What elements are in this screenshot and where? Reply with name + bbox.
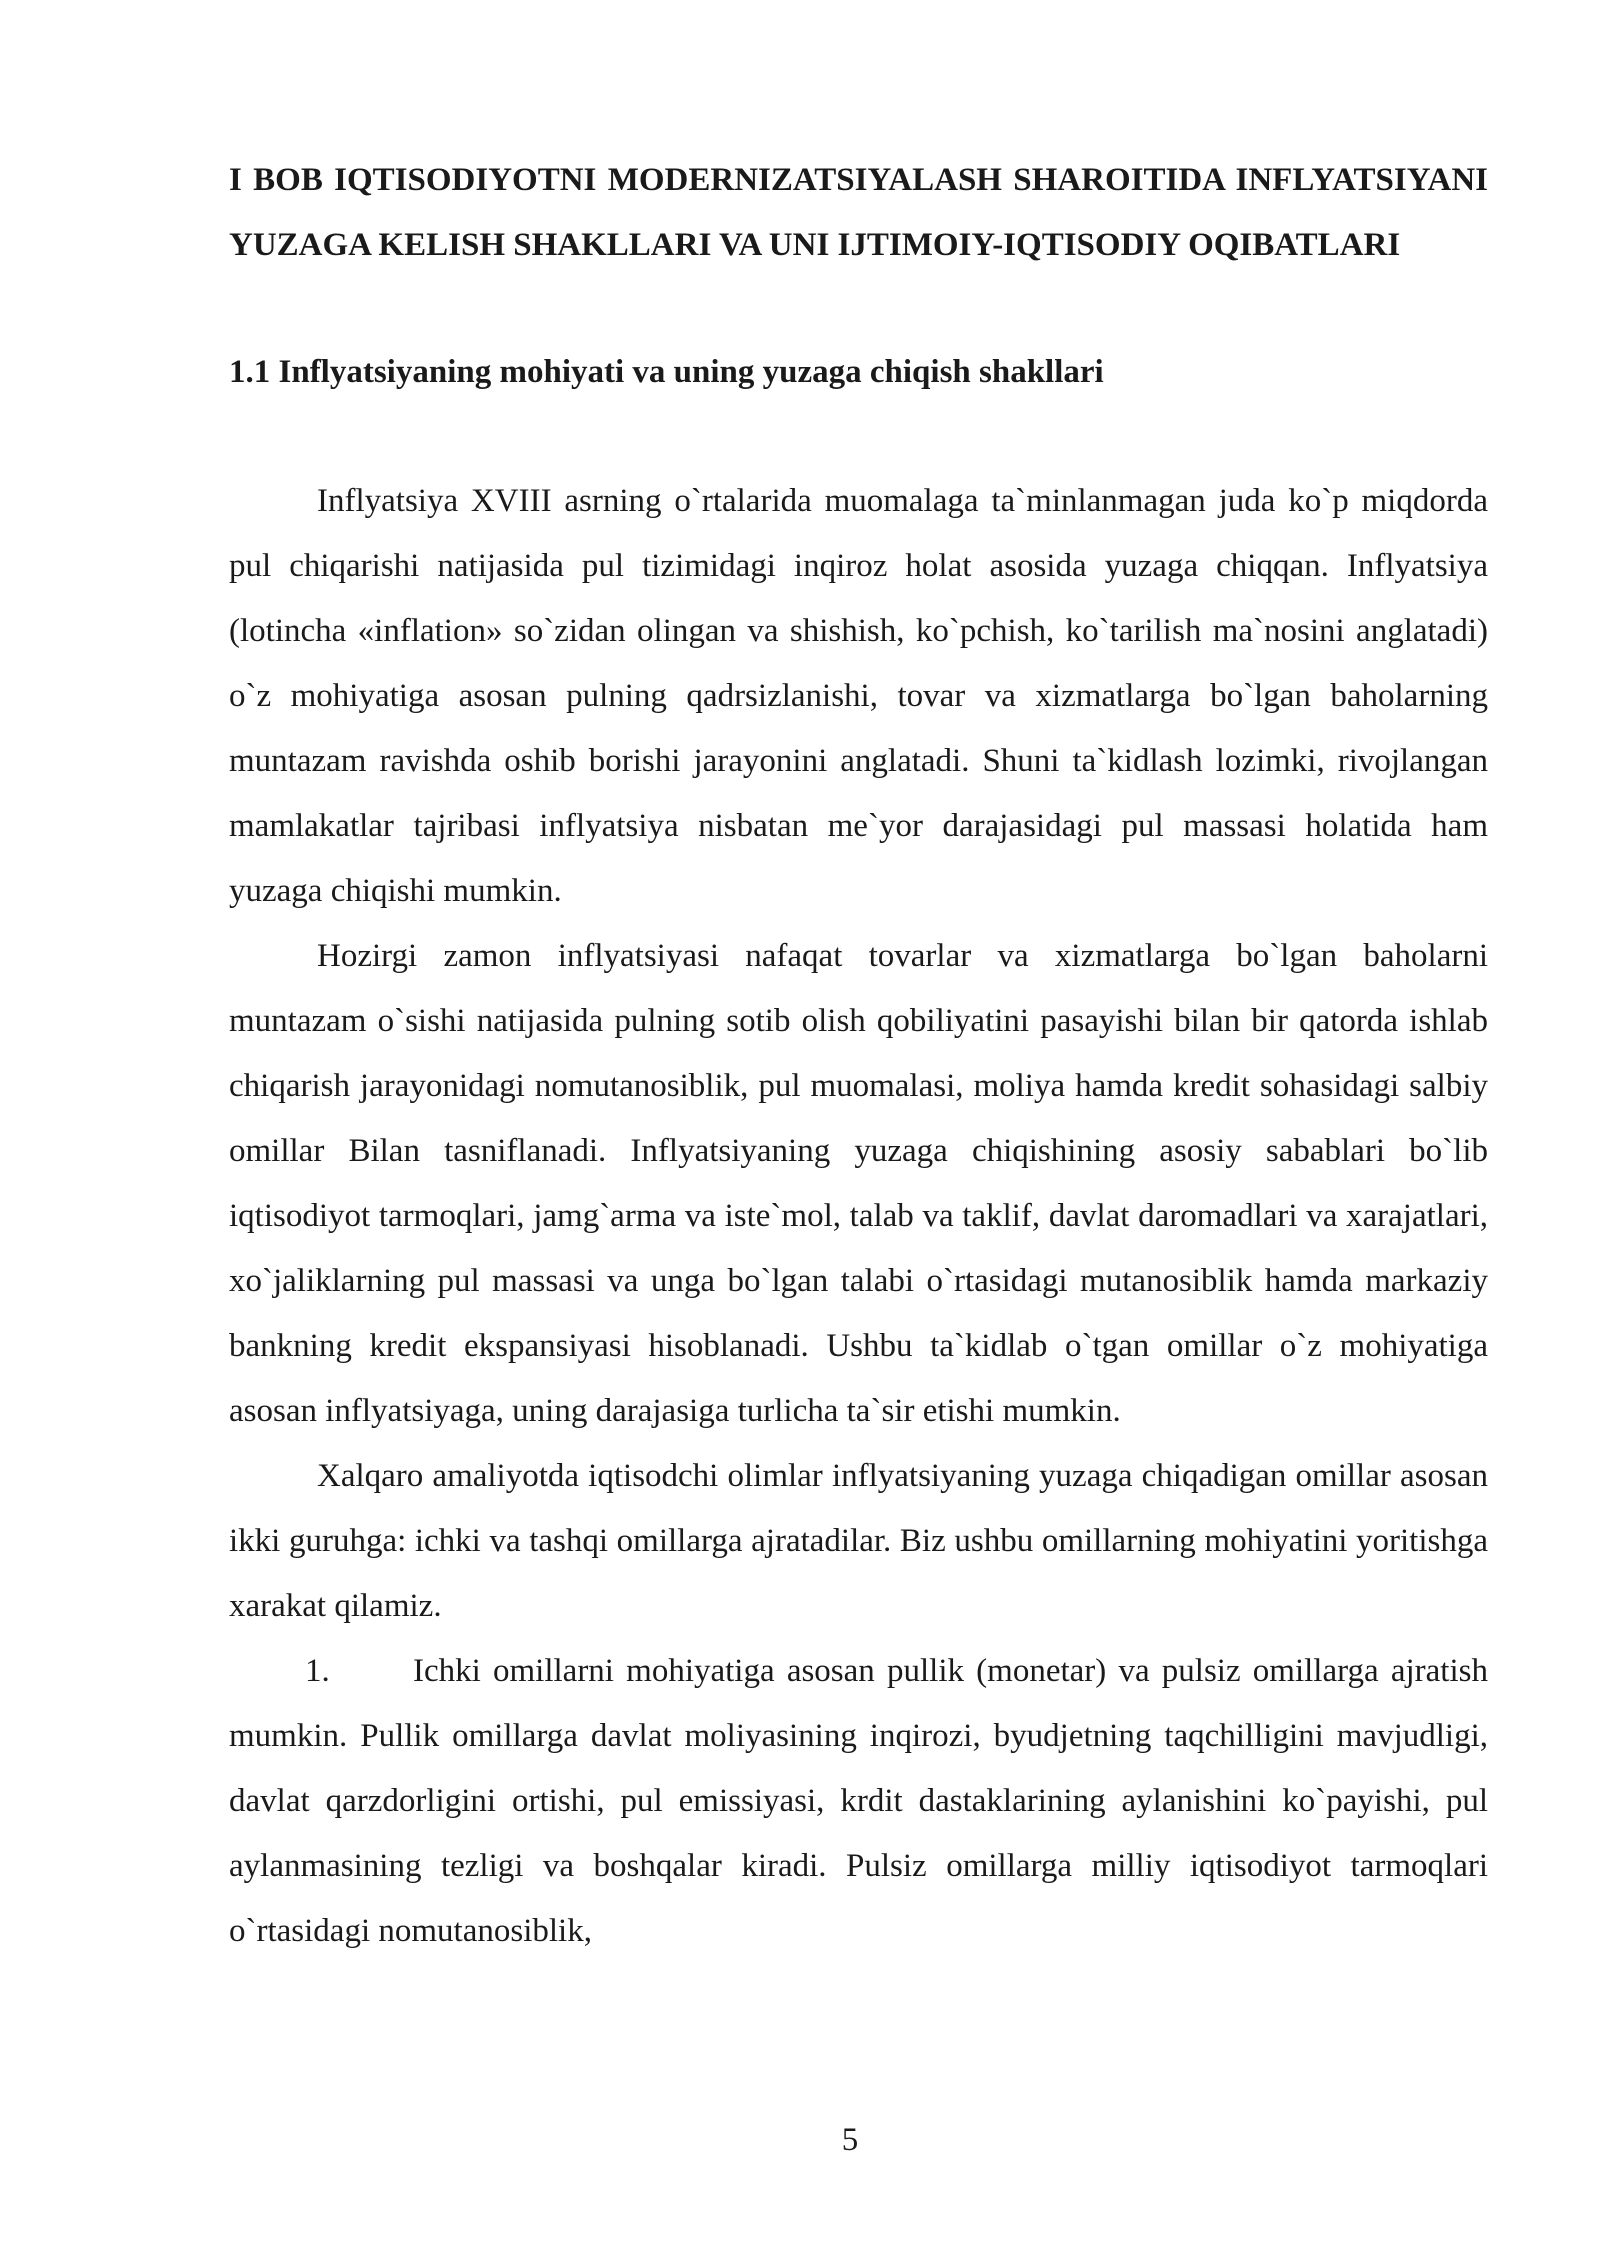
chapter-title: I BOB IQTISODIYOTNI MODERNIZATSIYALASH SHAROITIDA INFLYATSIYANI YUZAGA KELISH SHAKLLARI VA UNI IJTIMOIY-IQTISODIY OQIBATLARI <box>229 162 1488 263</box>
paragraph-modern-inflation: Hozirgi zamon inflyatsiyasi nafaqat tovarlar va xizmatlarga bo`lgan baholarni muntazam o`sishi natijasida pulning sotib olish qobiliyatini pasayishi bilan bir qatorda ishlab chiqarish jarayonidagi nomutanosiblik, pul muomalasi, moliya hamda kredit sohasidagi salbiy omillar Bilan tasniflanadi. Inflyatsiyaning yuzaga chiqishining asosiy sabablari bo`lib iqtisodiyot tarmoqlari, jamg`arma va iste`mol, talab va taklif, davlat daromadlari va xarajatlari, xo`jaliklarning pul massasi va unga bo`lgan talabi o`rtasidagi mutanosiblik hamda markaziy bankning kredit ekspansiyasi hisoblanadi. Ushbu ta`kidlab o`tgan omillar o`z mohiyatiga asosan inflyatsiyaga, uning darajasiga turlicha ta`sir etishi mumkin. <box>229 938 1488 1429</box>
page-number: 5 <box>841 2122 859 2158</box>
document-page <box>229 148 1488 1964</box>
paragraph-factors: Xalqaro amaliyotda iqtisodchi olimlar inflyatsiyaning yuzaga chiqadigan omillar asosan ikki guruhga: ichki va tashqi omillarga ajratadilar. Biz ushbu omillarning mohiyatini yoritishga xarakat qilamiz. <box>229 1458 1488 1624</box>
section-title: 1.1 Inflyatsiyaning mohiyati va uning yuzaga chiqish shakllari <box>229 354 1104 390</box>
body-text <box>229 469 1488 1964</box>
paragraph-intro: Inflyatsiya XVIII asrning o`rtalarida muomalaga ta`minlanmagan juda ko`p miqdorda pul chiqarishi natijasida pul tizimidagi inqiroz holat asosida yuzaga chiqqan. Inflyatsiya (lotincha «inflation» so`zidan olingan va shishish, ko`pchish, ko`tarilish ma`nosini anglatadi) o`z mohiyatiga asosan pulning qadrsizlanishi, tovar va xizmatlarga bo`lgan baholarning muntazam ravishda oshib borishi jarayonini anglatadi. Shuni ta`kidlash lozimki, rivojlangan mamlakatlar tajribasi inflyatsiya nisbatan me`yor darajasidagi pul massasi holatida ham yuzaga chiqishi mumkin. <box>229 483 1488 909</box>
list-item-text: Ichki omillarni mohiyatiga asosan pullik (monetar) va pulsiz omillarga ajratish mumkin. Pullik omillarga davlat moliyasining inqirozi, byudjetning taqchilligini mavjudligi, davlat qarzdorligini ortishi, pul emissiyasi, krdit dastaklarining aylanishini ko`payishi, pul aylanmasining tezligi va boshqalar kiradi. Pulsiz omillarga milliy iqtisodiyot tarmoqlari o`rtasidagi nomutanosiblik, <box>229 1653 1488 1949</box>
list-item-number: 1. <box>305 1653 330 1689</box>
list-item <box>229 1639 1488 1964</box>
